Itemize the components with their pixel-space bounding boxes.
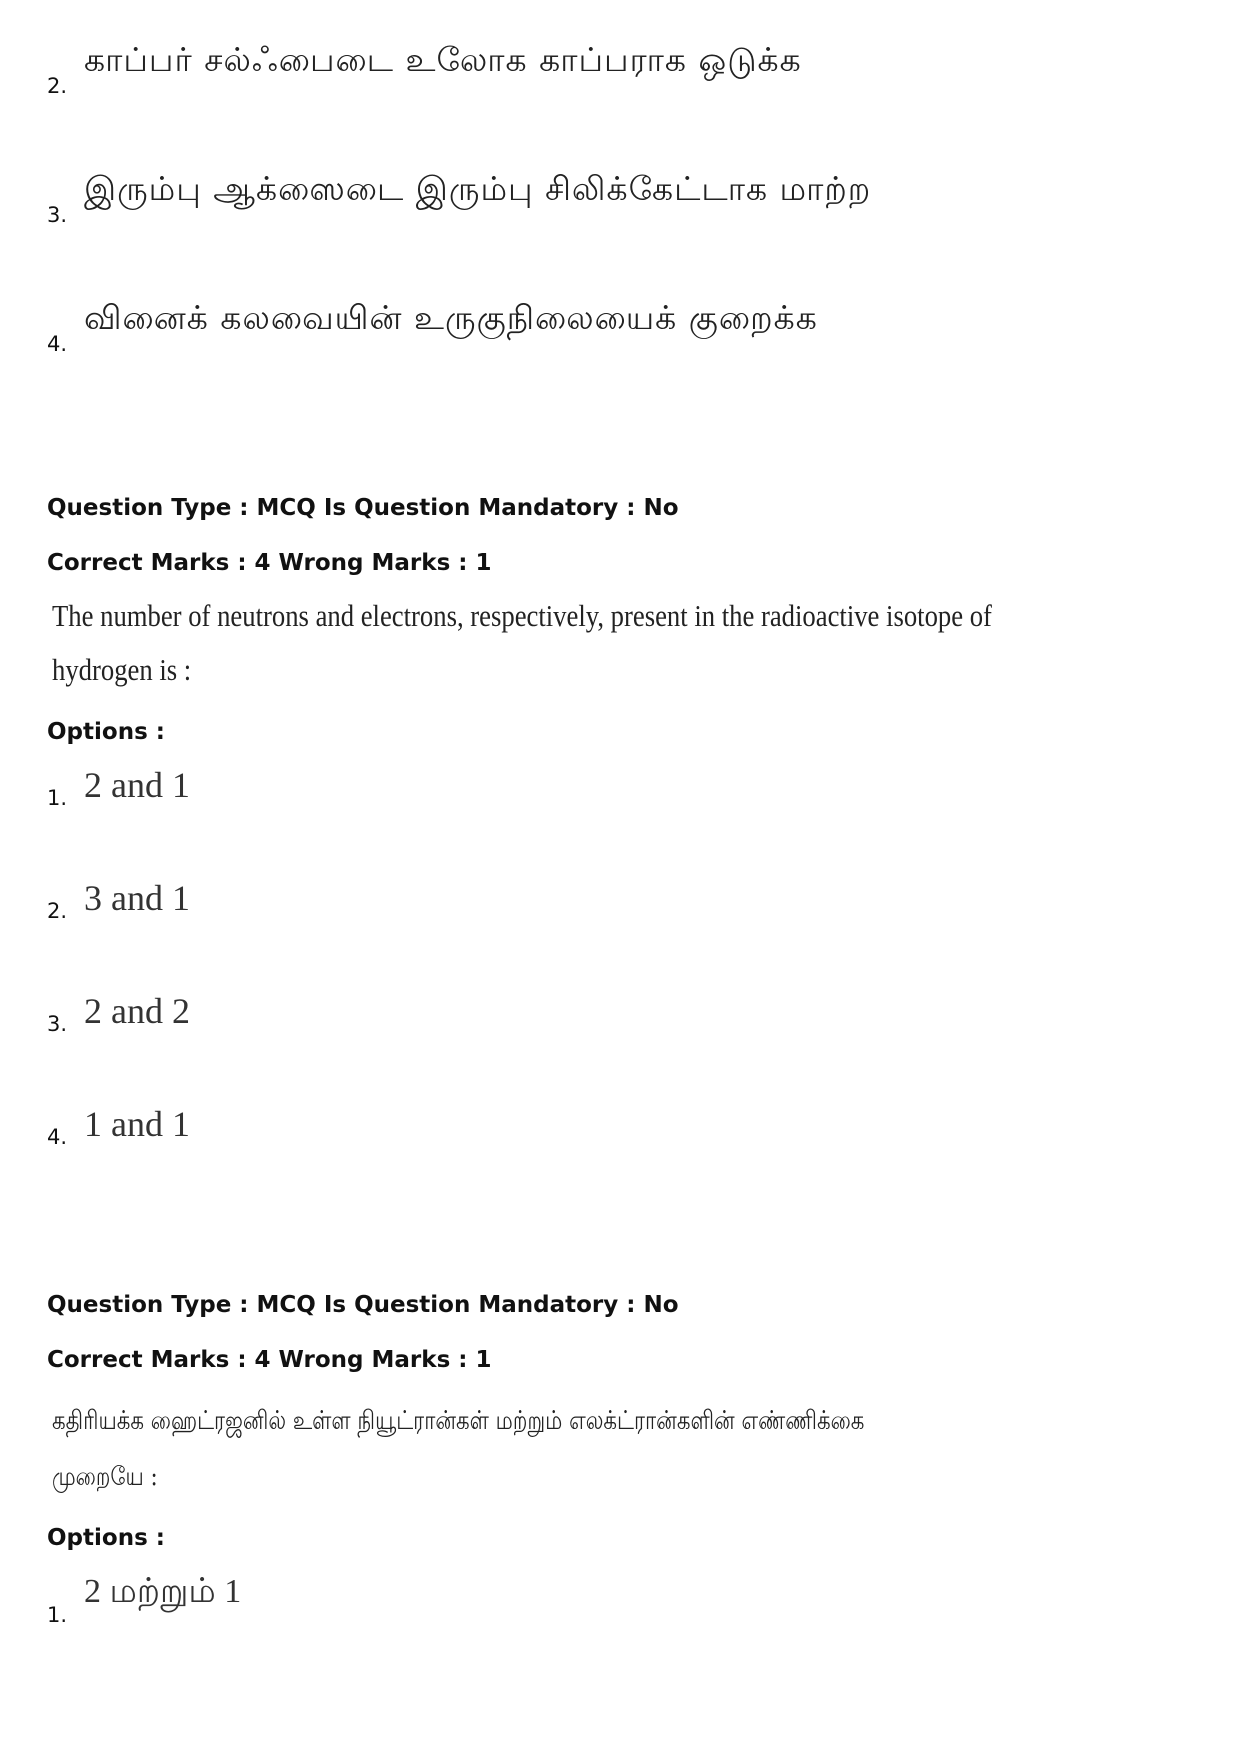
option-text: 2 மற்றும் 1 (84, 1573, 242, 1610)
question-text-line-1: கதிரியக்க ஹைட்ரஜனில் உள்ள நியூட்ரான்கள் மற்றும் எலக்ட்ரான்களின் எண்ணிக்கை (52, 1406, 865, 1436)
option-number: 3. (47, 203, 68, 227)
option-text: 1 and 1 (84, 1104, 190, 1144)
question-type-line: Question Type : MCQ Is Question Mandatory : No (47, 1292, 679, 1318)
option-number: 4. (47, 332, 68, 356)
question-text-line-2: hydrogen is : (52, 652, 192, 687)
option-number: 2. (47, 899, 68, 923)
option-number: 1. (47, 786, 68, 810)
option-number: 1. (47, 1603, 68, 1627)
option-number: 3. (47, 1012, 68, 1036)
marks-line: Correct Marks : 4 Wrong Marks : 1 (47, 550, 492, 576)
option-number: 4. (47, 1125, 68, 1149)
option-text: காப்பர் சல்ஃபைடை உலோக காப்பராக ஒடுக்க (84, 40, 802, 79)
option-text: 2 and 2 (84, 991, 190, 1031)
option-number: 2. (47, 74, 68, 98)
options-label: Options : (47, 1525, 165, 1551)
option-text: 2 and 1 (84, 765, 190, 805)
question-text-line-2: முறையே : (52, 1462, 158, 1492)
option-text: இரும்பு ஆக்ஸைடை இரும்பு சிலிக்கேட்டாக மாற்ற (84, 169, 872, 208)
options-label: Options : (47, 719, 165, 745)
question-type-line: Question Type : MCQ Is Question Mandatory : No (47, 495, 679, 521)
option-text: வினைக் கலவையின் உருகுநிலையைக் குறைக்க (84, 298, 818, 337)
option-text: 3 and 1 (84, 878, 190, 918)
question-text-line-1: The number of neutrons and electrons, respectively, present in the radioactive isotope of (52, 598, 992, 633)
marks-line: Correct Marks : 4 Wrong Marks : 1 (47, 1347, 492, 1373)
